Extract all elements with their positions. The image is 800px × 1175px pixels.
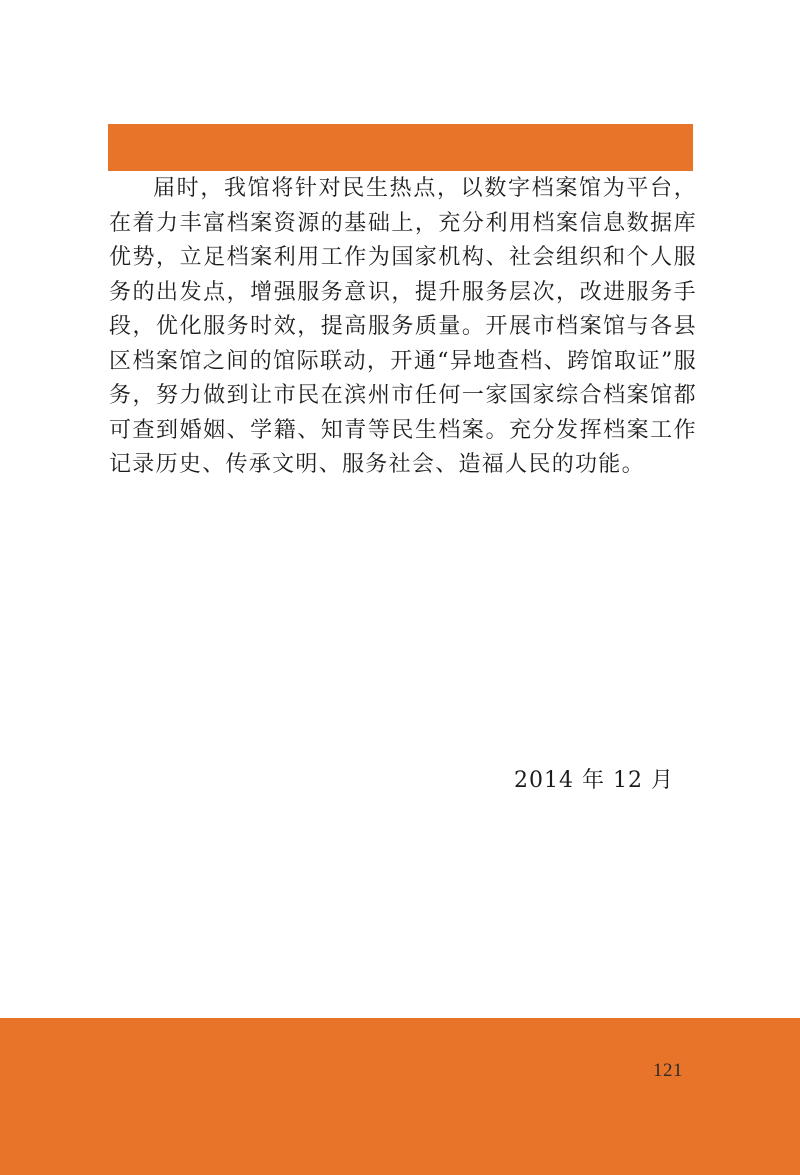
page-number: 121 [653, 1060, 683, 1081]
header-color-band [108, 124, 693, 171]
body-paragraph: 届时，我馆将针对民生热点，以数字档案馆为平台，在着力丰富档案资源的基础上，充分利用档案信息数据库优势，立足档案利用工作为国家机构、社会组织和个人服务的出发点，增强服务意识，提升服务层次，改进服务手段，优化服务时效，提高服务质量。开展市档案馆与各县区档案馆之间的馆际联动，开通“异地查档、跨馆取证”服务，努力做到让市民在滨州市任何一家国家综合档案馆都可查到婚姻、学籍、知青等民生档案。充分发挥档案工作记录历史、传承文明、服务社会、造福人民的功能。 [109, 176, 697, 477]
footer-color-band [0, 1018, 800, 1175]
date-signature: 2014 年 12 月 [514, 768, 674, 793]
